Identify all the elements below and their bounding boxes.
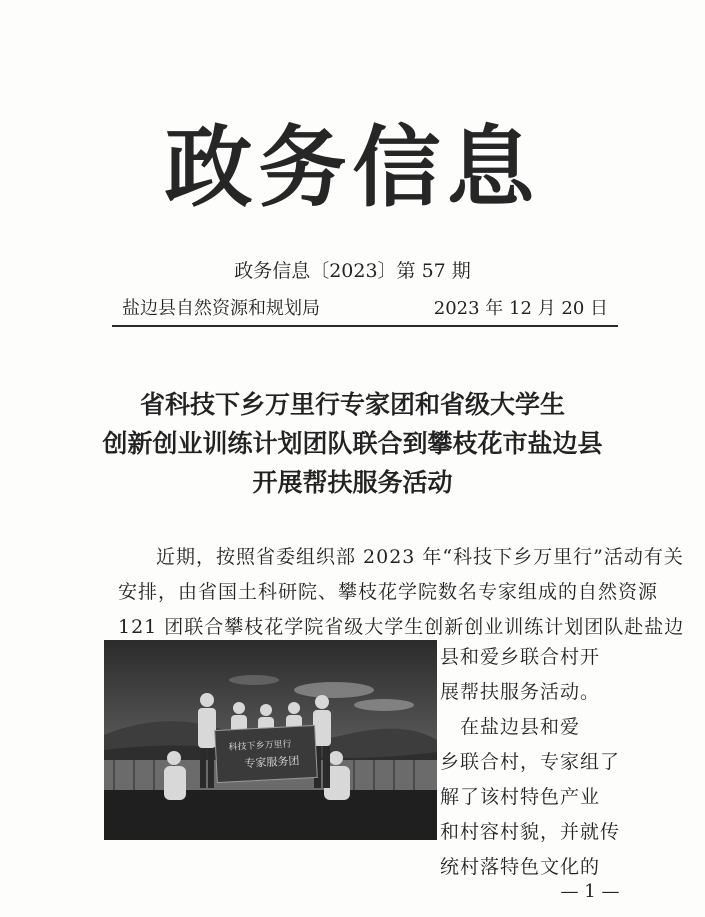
body-line: 展帮扶服务活动。 xyxy=(440,681,601,703)
article-title-line: 开展帮扶服务活动 xyxy=(252,468,453,497)
body-line: 解了该村特色产业 xyxy=(440,786,601,808)
activity-photo-image xyxy=(104,640,437,840)
banner-text-line-1: 科技下乡万里行 xyxy=(228,739,292,753)
issue-number: 政务信息〔2023〕第 57 期 xyxy=(234,260,471,282)
body-line: 安排，由省国土科研院、攀枝花学院数名专家组成的自然资源 xyxy=(118,581,659,603)
article-title xyxy=(0,385,705,502)
activity-photo xyxy=(104,640,437,840)
body-line: 乡联合村，专家组了 xyxy=(440,751,621,773)
body-line: 县和爱乡联合村开 xyxy=(440,646,601,668)
body-line: 121 团联合攀枝花学院省级大学生创新创业训练计划团队赴盐边 xyxy=(118,616,685,638)
meta-row xyxy=(112,295,618,325)
header-divider xyxy=(112,325,618,327)
page-number: — 1 — xyxy=(560,881,620,902)
banner-text-line-2: 专家服务团 xyxy=(244,754,300,771)
body-line: 在盐边县和爱 xyxy=(460,716,581,738)
body-line: 和村容村貌，并就传 xyxy=(440,821,621,843)
article-title-line: 创新创业训练计划团队联合到攀枝花市盐边县 xyxy=(102,429,603,458)
issue-date: 2023 年 12 月 20 日 xyxy=(433,298,608,319)
body-line: 统村落特色文化的 xyxy=(440,856,601,878)
masthead-title: 政务信息 xyxy=(164,116,541,219)
article-title-line: 省科技下乡万里行专家团和省级大学生 xyxy=(139,390,565,419)
body-paragraph-beside-photo xyxy=(440,640,620,885)
issuing-organization: 盐边县自然资源和规划局 xyxy=(122,298,320,319)
body-paragraph xyxy=(118,540,685,645)
body-line: 近期，按照省委组织部 2023 年“科技下乡万里行”活动有关 xyxy=(156,546,684,568)
